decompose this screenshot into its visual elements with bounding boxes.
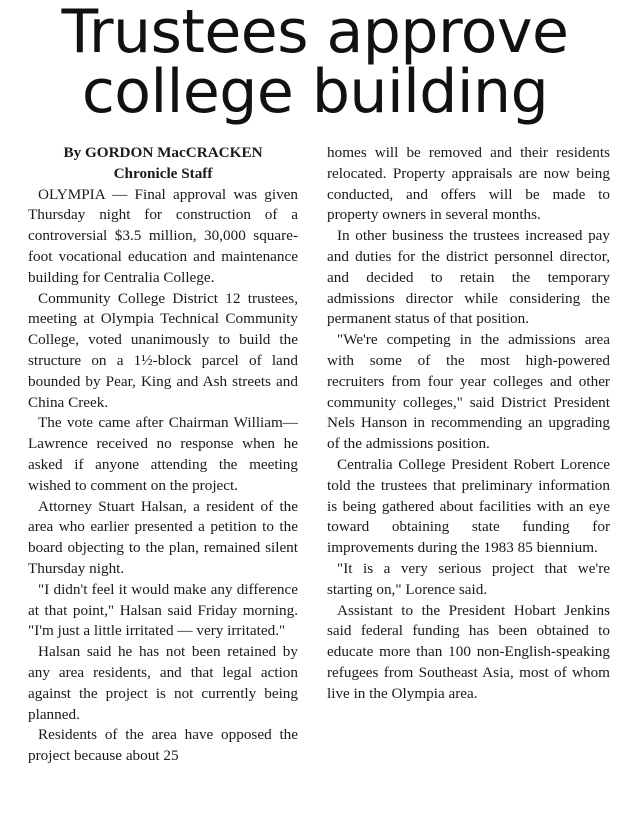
paragraph: Community College District 12 trustees, meeting at Olympia Technical Community College, voted unanimously to build the structure on a 1½-block parcel of land bounded by Pear, King and Ash streets and China Creek. [28, 289, 298, 411]
paragraph: The vote came after Chairman William—Lawrence received no response when he asked if anyone attending the meeting wished to comment on the project. [28, 414, 298, 494]
headline-line-2: college building [81, 57, 549, 127]
byline-staff: Chronicle Staff [113, 164, 213, 182]
byline-author: By GORDON MacCRACKEN [63, 144, 263, 161]
right-column [327, 143, 610, 705]
paragraph: Attorney Stuart Halsan, a resident of the area who earlier presented a petition to the board objecting to the plan, remained silent Thursday night. [28, 497, 298, 577]
headline-line-1: Trustees approve [61, 0, 569, 67]
left-column [28, 143, 298, 767]
paragraph: "It is a very serious project that we're starting on," Lorence said. [327, 559, 610, 598]
paragraph: Halsan said he has not been retained by any area residents, and that legal action against the project is not currently being planned. [28, 643, 298, 723]
paragraph: "We're competing in the admissions area with some of the most high-powered recruiters from four year colleges and other community colleges," said District President Nels Hanson in recommending an upgrading of the admissions position. [327, 331, 610, 453]
paragraph: Assistant to the President Hobart Jenkins said federal funding has been obtained to educate more than 100 non-English-speaking refugees from Southeast Asia, most of whom live in the Olympia area. [327, 601, 610, 702]
paragraph: OLYMPIA — Final approval was given Thursday night for construction of a controversial $3.5 million, 30,000 square-foot vocational education and maintenance building for Centralia College. [28, 185, 298, 286]
paragraph: "I didn't feel it would make any difference at that point," Halsan said Friday morning. "I'm just a little irritated — very irritated." [28, 580, 298, 640]
paragraph: Centralia College President Robert Lorence told the trustees that preliminary information is being gathered about facilities with an eye toward obtaining state funding for improvements during the 1983 85 biennium. [327, 455, 610, 557]
headline [0, 0, 630, 127]
paragraph: homes will be removed and their residents relocated. Property appraisals are now being conducted, and offers will be made to property owners in several months. [327, 144, 610, 224]
paragraph: In other business the trustees increased pay and duties for the district personnel director, and decided to retain the temporary admissions director while considering the permanent status of that position. [327, 227, 610, 328]
paragraph: Residents of the area have opposed the project because about 25 [28, 726, 298, 765]
